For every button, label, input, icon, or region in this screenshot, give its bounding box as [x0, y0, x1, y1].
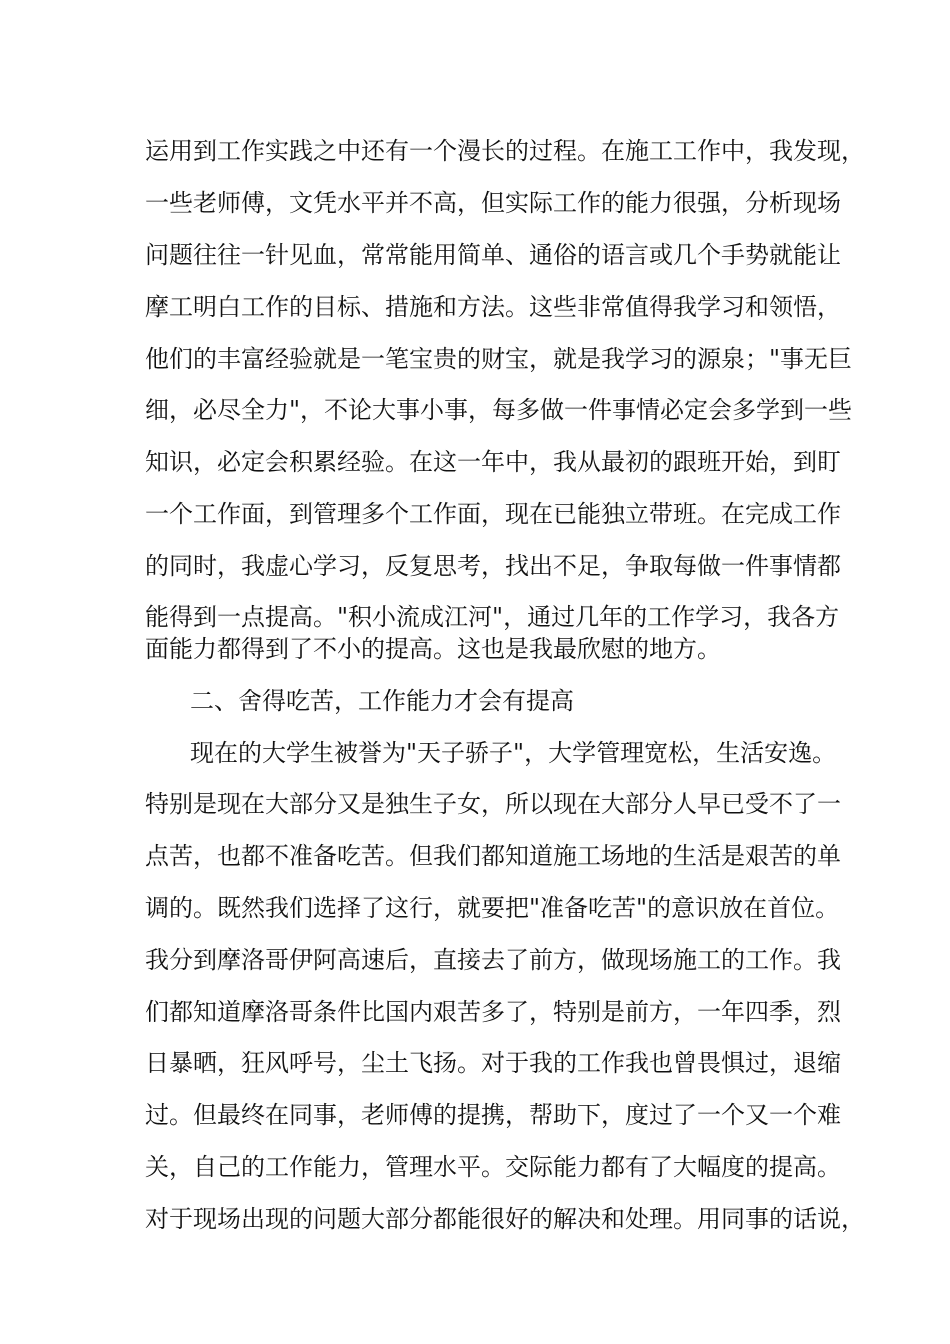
paragraph-1-line-10: 能得到一点提高。"积小流成江河"，通过几年的工作学习，我各方 [145, 603, 840, 631]
paragraph-1-line-9: 的同时，我虚心学习，反复思考，找出不足，争取每做一件事情都 [145, 552, 841, 580]
section-heading: 二、舍得吃苦，工作能力才会有提高 [190, 687, 574, 715]
paragraph-1-line-7: 知识，必定会积累经验。在这一年中，我从最初的跟班开始，到盯 [145, 448, 841, 476]
paragraph-2-line-3: 点苦，也都不准备吃苦。但我们都知道施工场地的生活是艰苦的单 [145, 842, 841, 870]
paragraph-1-line-5: 他们的丰富经验就是一笔宝贵的财宝，就是我学习的源泉；"事无巨 [145, 345, 853, 373]
paragraph-2-line-7: 日暴晒，狂风呼号，尘土飞扬。对于我的工作我也曾畏惧过，退缩 [145, 1049, 841, 1077]
paragraph-2-line-2: 特别是现在大部分又是独生子女，所以现在大部分人早已受不了一 [145, 790, 841, 818]
paragraph-2-line-5: 我分到摩洛哥伊阿高速后，直接去了前方，做现场施工的工作。我 [145, 946, 841, 974]
paragraph-2-line-10: 对于现场出现的问题大部分都能很好的解决和处理。用同事的话说， [145, 1205, 865, 1233]
paragraph-1-line-8: 一个工作面，到管理多个工作面，现在已能独立带班。在完成工作 [145, 500, 841, 528]
paragraph-1-line-6: 细，必尽全力"，不论大事小事，每多做一件事情必定会多学到一些 [145, 396, 853, 424]
paragraph-2-line-1: 现在的大学生被誉为"天子骄子"，大学管理宽松，生活安逸。 [190, 739, 837, 767]
paragraph-1-line-2: 一些老师傅，文凭水平并不高，但实际工作的能力很强，分析现场 [145, 189, 841, 217]
paragraph-2-line-4: 调的。既然我们选择了这行，就要把"准备吃苦"的意识放在首位。 [145, 894, 840, 922]
paragraph-1-line-1: 运用到工作实践之中还有一个漫长的过程。在施工工作中，我发现， [145, 137, 865, 165]
paragraph-2-line-9: 关，自己的工作能力，管理水平。交际能力都有了大幅度的提高。 [145, 1153, 841, 1181]
paragraph-2-line-6: 们都知道摩洛哥条件比国内艰苦多了，特别是前方，一年四季，烈 [145, 998, 841, 1026]
paragraph-1-line-4: 摩工明白工作的目标、措施和方法。这些非常值得我学习和领悟， [145, 293, 841, 321]
paragraph-1-line-11: 面能力都得到了不小的提高。这也是我最欣慰的地方。 [145, 635, 721, 663]
paragraph-2-line-8: 过。但最终在同事，老师傅的提携，帮助下，度过了一个又一个难 [145, 1101, 841, 1129]
paragraph-1-line-3: 问题往往一针见血，常常能用简单、通俗的语言或几个手势就能让 [145, 241, 841, 269]
